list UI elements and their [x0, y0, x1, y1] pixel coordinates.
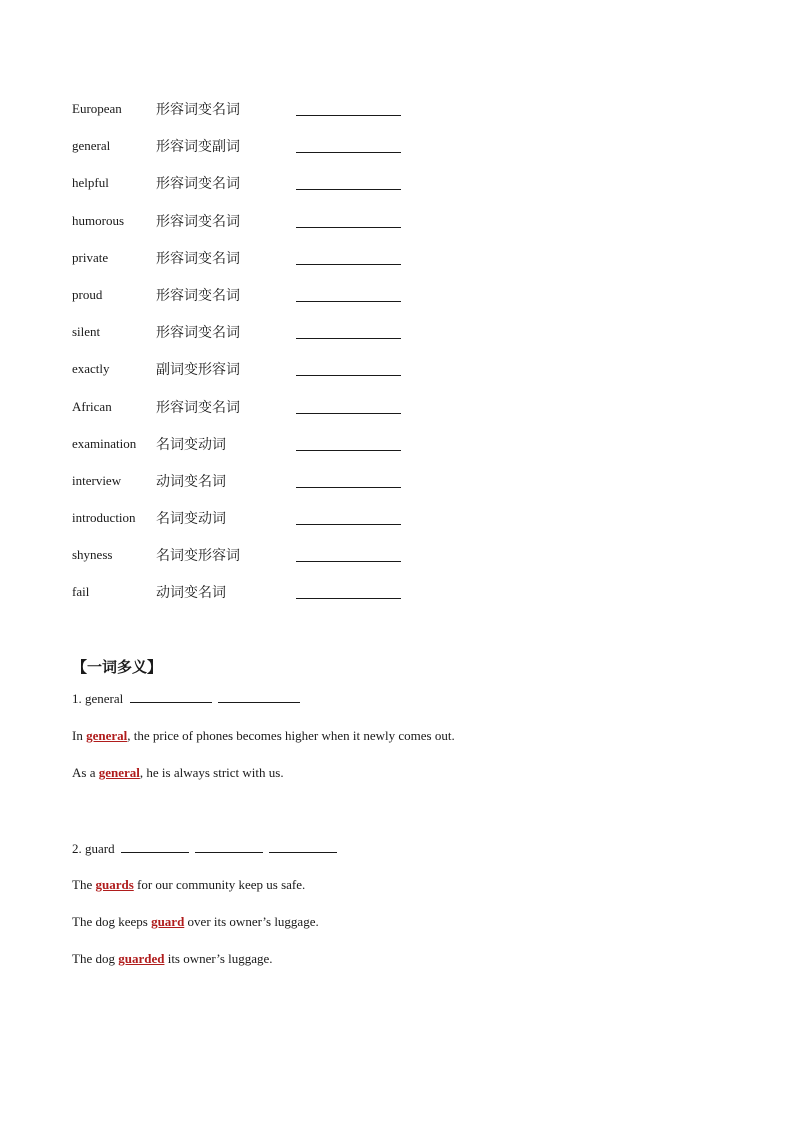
- transformation-type: 名词变动词: [156, 436, 226, 453]
- sentence-text: The dog: [72, 951, 119, 966]
- word: shyness: [72, 547, 113, 563]
- answer-blank[interactable]: [296, 413, 401, 414]
- item-heading-text: 2. guard: [72, 841, 115, 856]
- sentence-text: , the price of phones becomes higher when it newly comes out.: [127, 728, 455, 743]
- transformation-type: 名词变形容词: [156, 548, 240, 565]
- highlighted-keyword: guard: [151, 914, 185, 929]
- word: examination: [72, 435, 137, 451]
- example-sentence: [72, 914, 319, 930]
- sentence-text: As a: [72, 765, 99, 780]
- transformation-type: 形容词变副词: [156, 139, 240, 156]
- answer-blank[interactable]: [296, 450, 401, 451]
- word-row: [72, 319, 472, 356]
- example-sentence: [72, 951, 273, 967]
- word: European: [72, 101, 122, 116]
- sentence-text: its owner’s luggage.: [164, 951, 273, 966]
- word-row: [72, 282, 472, 319]
- word: private: [72, 249, 109, 265]
- answer-blank[interactable]: [121, 840, 189, 853]
- transformation-type: 形容词变名词: [156, 399, 240, 416]
- item-heading-text: 1. general: [72, 691, 124, 706]
- answer-blank[interactable]: [296, 152, 401, 153]
- answer-blank[interactable]: [218, 690, 300, 703]
- word: interview: [72, 472, 122, 488]
- word: fail: [72, 584, 90, 600]
- section-title: 【一词多义】: [72, 658, 163, 676]
- word-row: [72, 96, 472, 133]
- answer-blank[interactable]: [195, 840, 263, 853]
- word: silent: [72, 324, 101, 340]
- transformation-type: 形容词变名词: [156, 102, 240, 118]
- transformation-type: 动词变名词: [156, 585, 226, 602]
- transformation-type: 形容词变名词: [156, 250, 240, 267]
- sentence-text: In: [72, 728, 87, 743]
- word: proud: [72, 286, 103, 302]
- answer-blank[interactable]: [296, 115, 401, 116]
- answer-blank[interactable]: [269, 840, 337, 853]
- transformation-type: 形容词变名词: [156, 287, 240, 304]
- answer-blank[interactable]: [296, 227, 401, 228]
- highlighted-keyword: general: [86, 728, 128, 743]
- word-row: [72, 431, 472, 468]
- word: general: [72, 138, 111, 154]
- answer-blank[interactable]: [296, 561, 401, 562]
- answer-blank[interactable]: [296, 189, 401, 190]
- word-row: [72, 579, 472, 616]
- word: exactly: [72, 361, 110, 377]
- highlighted-keyword: guards: [95, 877, 134, 892]
- word: helpful: [72, 175, 109, 191]
- transformation-type: 形容词变名词: [156, 176, 240, 193]
- word-row: [72, 245, 472, 282]
- sentence-text: The dog keeps: [72, 914, 152, 929]
- answer-blank[interactable]: [296, 487, 401, 488]
- example-sentence: [72, 765, 284, 781]
- transformation-type: 动词变名词: [156, 473, 226, 490]
- word-list: [72, 96, 472, 617]
- word-row: [72, 505, 472, 542]
- transformation-type: 名词变动词: [156, 511, 226, 528]
- word-row: [72, 133, 472, 170]
- sentence-text: over its owner’s luggage.: [184, 914, 319, 929]
- word-row: [72, 394, 472, 431]
- sentence-text: for our community keep us safe.: [133, 877, 306, 892]
- sentence-text: , he is always strict with us.: [139, 765, 284, 780]
- sentence-text: The: [72, 877, 96, 892]
- polysemy-item-heading: [72, 690, 300, 707]
- transformation-type: 形容词变名词: [156, 213, 240, 230]
- answer-blank[interactable]: [296, 524, 401, 525]
- transformation-type: 形容词变名词: [156, 325, 240, 342]
- polysemy-item-heading: [72, 840, 337, 857]
- highlighted-keyword: general: [98, 765, 140, 780]
- word: introduction: [72, 510, 136, 526]
- word: African: [72, 398, 112, 414]
- word-row: [72, 208, 472, 245]
- answer-blank[interactable]: [296, 375, 401, 376]
- answer-blank[interactable]: [296, 264, 401, 265]
- example-sentence: [72, 728, 455, 744]
- word-row: [72, 356, 472, 393]
- example-sentence: [72, 877, 305, 893]
- answer-blank[interactable]: [296, 598, 401, 599]
- transformation-type: 副词变形容词: [156, 362, 240, 379]
- answer-blank[interactable]: [296, 338, 401, 339]
- word: humorous: [72, 212, 124, 228]
- highlighted-keyword: guarded: [118, 951, 165, 966]
- answer-blank[interactable]: [130, 690, 212, 703]
- answer-blank[interactable]: [296, 301, 401, 302]
- word-row: [72, 542, 472, 579]
- word-row: [72, 170, 472, 207]
- word-row: [72, 468, 472, 505]
